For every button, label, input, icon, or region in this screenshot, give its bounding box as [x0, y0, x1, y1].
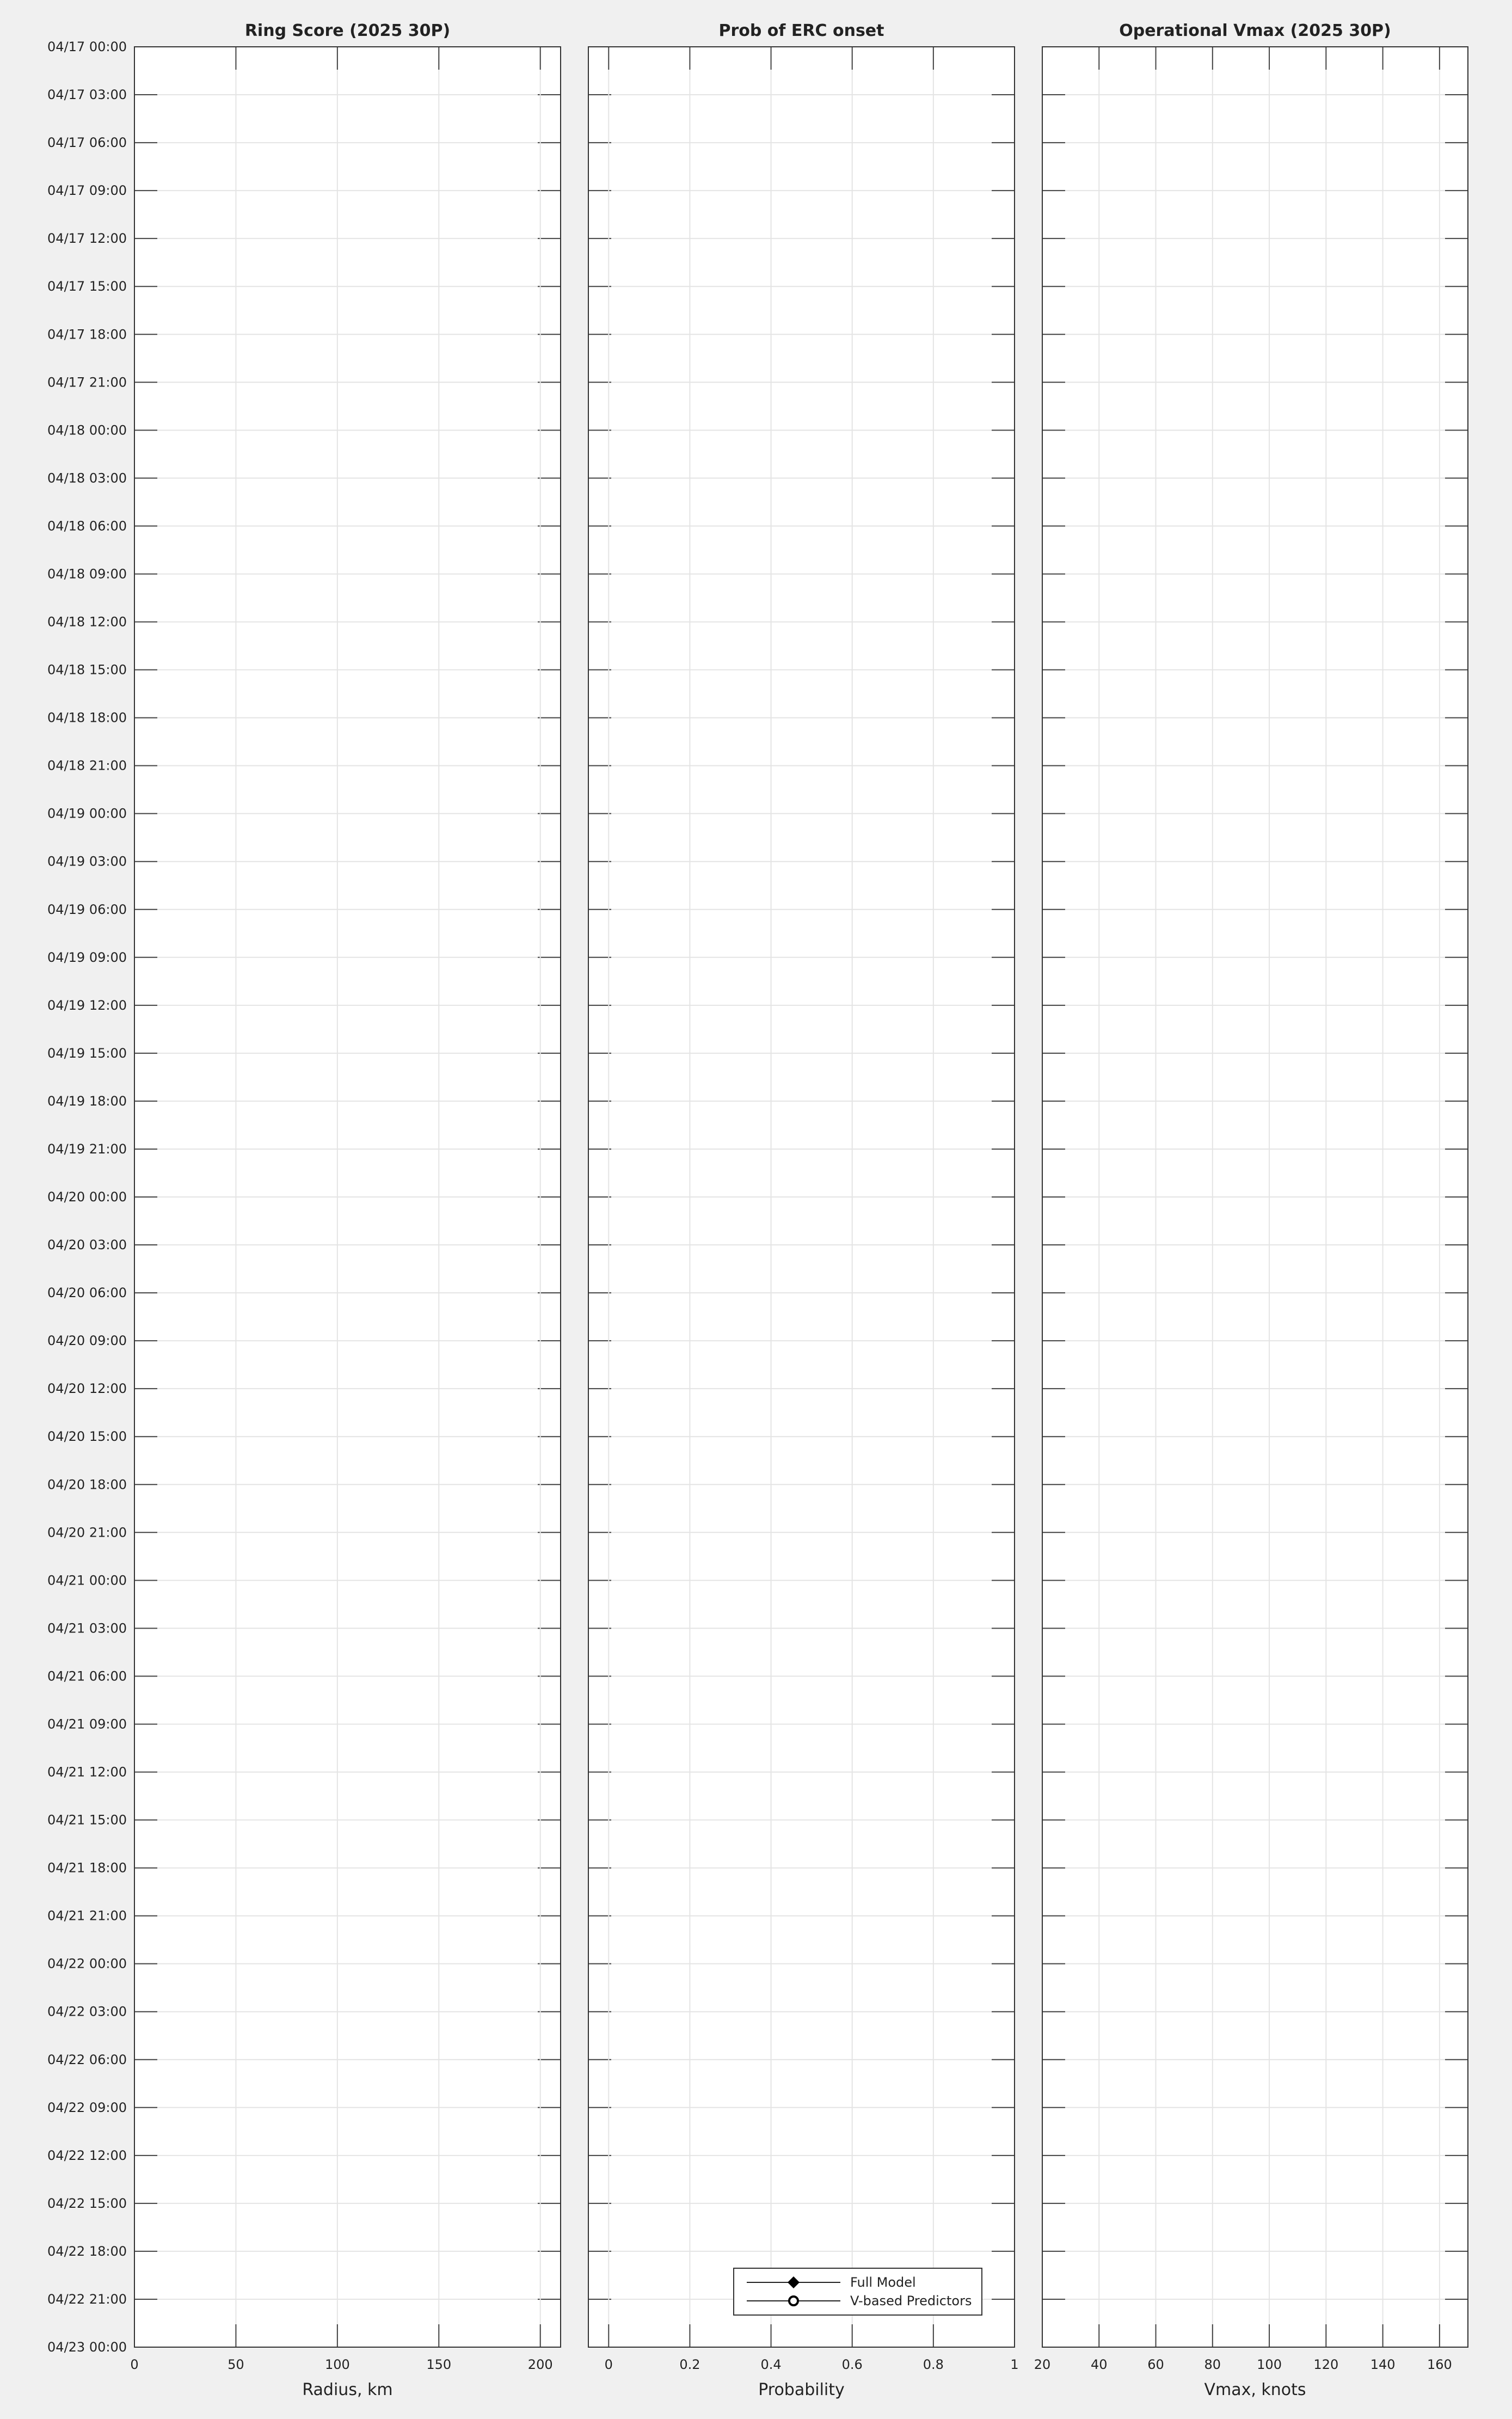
legend-marker-circle — [789, 2297, 798, 2305]
y-tick-label: 04/19 15:00 — [47, 1045, 127, 1061]
y-tick-label: 04/19 12:00 — [47, 997, 127, 1013]
y-tick-label: 04/21 03:00 — [47, 1620, 127, 1636]
y-tick-label: 04/21 21:00 — [47, 1908, 127, 1924]
y-tick-label: 04/20 15:00 — [47, 1429, 127, 1445]
y-tick-label: 04/19 09:00 — [47, 949, 127, 965]
panel-3 — [1034, 21, 1468, 2399]
x-tick-label: 40 — [1090, 2357, 1108, 2372]
y-tick-label: 04/21 06:00 — [47, 1668, 127, 1684]
y-tick-label: 04/17 12:00 — [47, 231, 127, 247]
y-tick-label: 04/20 21:00 — [47, 1525, 127, 1540]
chart-title: Operational Vmax (2025 30P) — [1119, 21, 1391, 40]
y-tick-label: 04/20 09:00 — [47, 1333, 127, 1349]
x-axis-label: Probability — [758, 2380, 845, 2399]
y-tick-label: 04/19 00:00 — [47, 806, 127, 821]
legend-entry-label: Full Model — [850, 2275, 916, 2290]
y-tick-label: 04/18 09:00 — [47, 566, 127, 582]
x-tick-label: 200 — [527, 2357, 553, 2372]
y-tick-label: 04/18 15:00 — [47, 662, 127, 678]
y-tick-label: 04/20 18:00 — [47, 1477, 127, 1493]
x-tick-label: 60 — [1147, 2357, 1164, 2372]
x-tick-label: 100 — [1257, 2357, 1282, 2372]
y-tick-label: 04/20 06:00 — [47, 1285, 127, 1301]
x-tick-label: 150 — [426, 2357, 452, 2372]
x-tick-label: 0 — [130, 2357, 139, 2372]
y-tick-label: 04/22 12:00 — [47, 2147, 127, 2163]
y-tick-label: 04/17 00:00 — [47, 39, 127, 54]
y-tick-label: 04/17 06:00 — [47, 135, 127, 151]
x-tick-label: 0.6 — [841, 2357, 863, 2372]
x-axis-label: Vmax, knots — [1204, 2380, 1306, 2399]
y-tick-label: 04/19 21:00 — [47, 1141, 127, 1157]
y-tick-label: 04/18 06:00 — [47, 518, 127, 534]
y-tick-label: 04/18 12:00 — [47, 614, 127, 630]
x-tick-label: 0.4 — [760, 2357, 782, 2372]
y-tick-label: 04/18 18:00 — [47, 710, 127, 726]
y-tick-label: 04/19 06:00 — [47, 901, 127, 917]
y-tick-label: 04/17 18:00 — [47, 327, 127, 342]
y-tick-label: 04/18 00:00 — [47, 422, 127, 438]
chart-title: Prob of ERC onset — [718, 21, 884, 40]
y-tick-label: 04/22 09:00 — [47, 2099, 127, 2115]
legend — [734, 2268, 982, 2315]
y-tick-label: 04/17 15:00 — [47, 279, 127, 294]
y-tick-label: 04/18 21:00 — [47, 758, 127, 773]
x-tick-label: 100 — [324, 2357, 350, 2372]
x-tick-label: 20 — [1034, 2357, 1051, 2372]
x-tick-label: 120 — [1313, 2357, 1339, 2372]
y-tick-label: 04/23 00:00 — [47, 2340, 127, 2355]
chart-title: Ring Score (2025 30P) — [244, 21, 451, 40]
x-tick-label: 0 — [604, 2357, 613, 2372]
y-tick-label: 04/22 00:00 — [47, 1956, 127, 1972]
x-axis-label: Radius, km — [302, 2380, 393, 2399]
y-tick-label: 04/18 03:00 — [47, 470, 127, 486]
y-tick-label: 04/21 09:00 — [47, 1716, 127, 1732]
x-tick-label: 160 — [1427, 2357, 1452, 2372]
panel-2 — [588, 21, 1019, 2399]
y-tick-label: 04/21 00:00 — [47, 1573, 127, 1588]
y-tick-label: 04/20 00:00 — [47, 1189, 127, 1205]
y-tick-label: 04/20 03:00 — [47, 1237, 127, 1253]
x-tick-label: 1 — [1010, 2357, 1019, 2372]
y-tick-label: 04/17 21:00 — [47, 374, 127, 390]
y-tick-label: 04/22 03:00 — [47, 2004, 127, 2019]
y-tick-label: 04/21 15:00 — [47, 1812, 127, 1828]
x-tick-label: 80 — [1204, 2357, 1221, 2372]
y-tick-label: 04/22 21:00 — [47, 2291, 127, 2307]
x-tick-label: 0.8 — [923, 2357, 944, 2372]
legend-entry-label: V-based Predictors — [850, 2293, 972, 2309]
y-tick-label: 04/19 03:00 — [47, 854, 127, 869]
y-tick-label: 04/19 18:00 — [47, 1093, 127, 1109]
y-tick-label: 04/17 09:00 — [47, 183, 127, 199]
y-tick-label: 04/21 12:00 — [47, 1764, 127, 1780]
y-tick-label: 04/22 06:00 — [47, 2052, 127, 2067]
y-tick-label: 04/21 18:00 — [47, 1860, 127, 1876]
x-tick-label: 50 — [228, 2357, 244, 2372]
y-tick-label: 04/20 12:00 — [47, 1381, 127, 1397]
y-tick-label: 04/22 18:00 — [47, 2243, 127, 2259]
x-tick-label: 140 — [1370, 2357, 1396, 2372]
y-tick-label: 04/17 03:00 — [47, 87, 127, 103]
x-tick-label: 0.2 — [679, 2357, 700, 2372]
y-tick-label: 04/22 15:00 — [47, 2195, 127, 2211]
